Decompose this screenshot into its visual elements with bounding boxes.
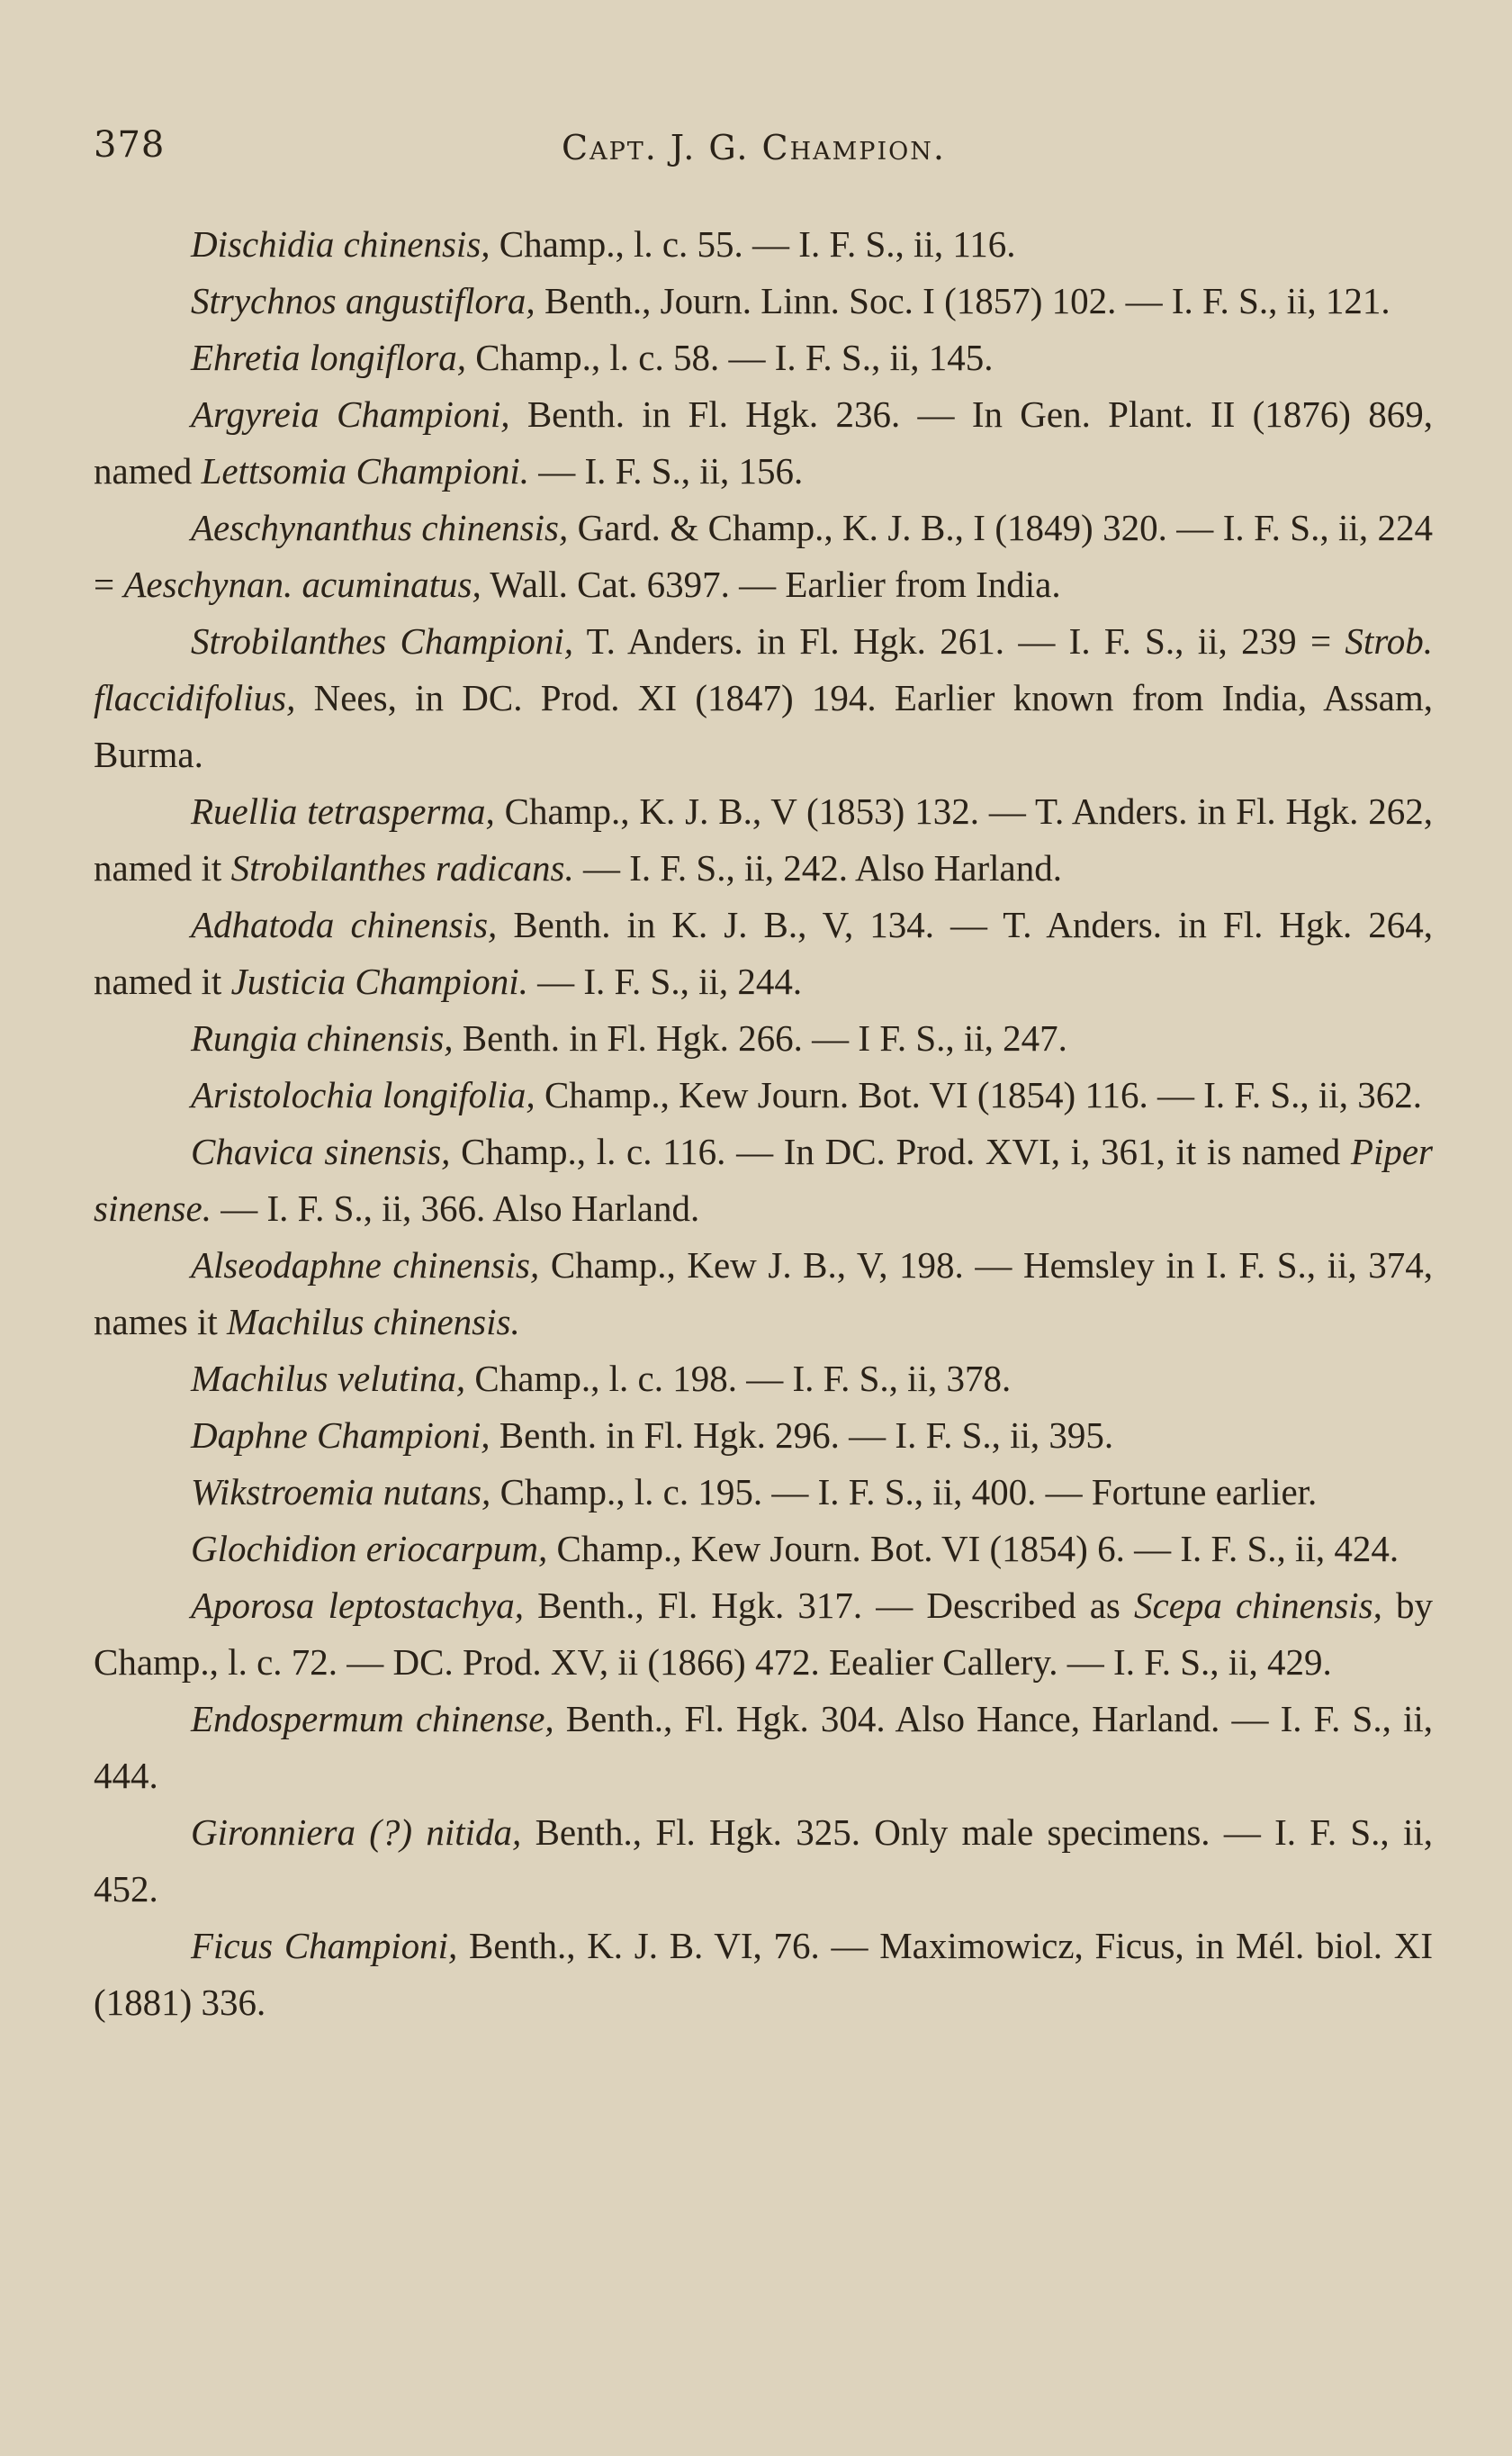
species-name: Adhatoda chinensis,	[191, 904, 498, 945]
species-name: Glochidion eriocarpum,	[191, 1528, 548, 1569]
species-citation: Benth., Fl. Hgk. 325. Only male specimens. — I. F. S., ii, 452.	[94, 1811, 1433, 1910]
species-citation: Benth., Fl. Hgk. 317. — Described as	[524, 1585, 1134, 1626]
species-citation: Champ., l. c. 198. — I. F. S., ii, 378.	[465, 1358, 1012, 1399]
species-entry	[94, 1237, 1433, 1350]
species-name: Aristolochia longifolia,	[191, 1074, 536, 1115]
species-entry	[94, 500, 1433, 613]
species-citation: Champ., K. J. B., V (1853) 132. — T. Anders. in Fl. Hgk. 262, named it	[94, 790, 1434, 889]
species-name: Wikstroemia nutans,	[191, 1471, 491, 1512]
species-entry	[94, 1577, 1433, 1691]
species-entry	[94, 1124, 1433, 1237]
species-name: Ficus Championi,	[191, 1925, 458, 1966]
species-citation-cont: — I. F. S., ii, 244.	[527, 961, 803, 1002]
species-name: Ehretia longiflora,	[191, 337, 466, 378]
species-name: Gironniera (?) nitida,	[191, 1811, 522, 1853]
synonym-name: Justicia Championi.	[230, 961, 528, 1002]
species-list	[94, 216, 1433, 2031]
species-citation: Champ., l. c. 55. — I. F. S., ii, 116.	[490, 223, 1016, 265]
species-citation: Champ., l. c. 195. — I. F. S., ii, 400. — Fortune earlier.	[490, 1471, 1318, 1512]
species-entry	[94, 1067, 1433, 1124]
species-name: Rungia chinensis,	[191, 1017, 454, 1059]
species-citation-cont: — I. F. S., ii, 156.	[529, 450, 804, 492]
species-citation-cont: — I. F. S., ii, 242. Also Harland.	[573, 847, 1062, 889]
species-entry	[94, 1521, 1433, 1577]
species-name: Daphne Championi,	[191, 1414, 490, 1456]
species-entry	[94, 216, 1433, 273]
species-entry	[94, 1010, 1433, 1067]
species-name: Dischidia chinensis,	[191, 223, 490, 265]
species-citation-cont: — I. F. S., ii, 366. Also Harland.	[211, 1187, 700, 1229]
species-citation: Champ., Kew Journ. Bot. VI (1854) 6. — I. F. S., ii, 424.	[547, 1528, 1400, 1569]
species-name: Argyreia Championi,	[191, 393, 510, 435]
species-name: Ruellia tetrasperma,	[191, 790, 495, 832]
species-entry	[94, 613, 1433, 783]
species-entry	[94, 1464, 1433, 1521]
species-citation: Benth., Journ. Linn. Soc. I (1857) 102. — I. F. S., ii, 121.	[535, 280, 1390, 321]
species-entry	[94, 783, 1433, 897]
species-citation: Gard. & Champ., K. J. B., I (1849) 320. — I. F. S., ii, 224 =	[94, 507, 1434, 605]
synonym-name: Piper sinense.	[94, 1131, 1433, 1229]
species-entry	[94, 1918, 1433, 2031]
species-name: Aeschynanthus chinensis,	[191, 507, 569, 548]
species-citation-cont: Nees, in DC. Prod. XI (1847) 194. Earlier known from India, Assam, Burma.	[94, 677, 1433, 775]
species-citation: Benth. in Fl. Hgk. 236. — In Gen. Plant. II (1876) 869, named	[94, 393, 1434, 492]
species-entry	[94, 897, 1433, 1010]
species-citation-cont: by Champ., l. c. 72. — DC. Prod. XV, ii (1866) 472. Eealier Callery. — I. F. S., ii, 429.	[94, 1585, 1434, 1683]
species-entry	[94, 1350, 1433, 1407]
species-citation: Champ., l. c. 116. — In DC. Prod. XVI, i, 361, it is named	[450, 1131, 1351, 1172]
synonym-name: Machilus chinensis.	[227, 1301, 520, 1342]
species-name: Strobilanthes Championi,	[191, 620, 573, 662]
synonym-name: Scepa chinensis,	[1134, 1585, 1382, 1626]
species-name: Endospermum chinense,	[191, 1698, 554, 1739]
species-entry	[94, 386, 1433, 500]
species-entry	[94, 330, 1433, 386]
species-name: Machilus velutina,	[191, 1358, 466, 1399]
species-citation: Benth., Fl. Hgk. 304. Also Hance, Harland. — I. F. S., ii, 444.	[94, 1698, 1433, 1796]
running-title: Capt. J. G. Champion.	[562, 128, 946, 167]
species-name: Alseodaphne chinensis,	[191, 1244, 540, 1286]
species-citation: Champ., Kew J. B., V, 198. — Hemsley in I. F. S., ii, 374, names it	[94, 1244, 1433, 1342]
species-citation: Champ., Kew Journ. Bot. VI (1854) 116. — I. F. S., ii, 362.	[535, 1074, 1422, 1115]
species-citation-cont: Wall. Cat. 6397. — Earlier from India.	[481, 564, 1061, 605]
synonym-name: Strob. flaccidifolius,	[94, 620, 1433, 718]
species-name: Strychnos angustiflora,	[191, 280, 536, 321]
species-name: Aporosa leptostachya,	[191, 1585, 525, 1626]
species-name: Chavica sinensis,	[191, 1131, 451, 1172]
species-citation: Benth., K. J. B. VI, 76. — Maximowicz, Ficus, in Mél. biol. XI (1881) 336.	[94, 1925, 1434, 2023]
species-citation: T. Anders. in Fl. Hgk. 261. — I. F. S., ii, 239 =	[573, 620, 1346, 662]
species-citation: Champ., l. c. 58. — I. F. S., ii, 145.	[465, 337, 994, 378]
species-citation: Benth. in Fl. Hgk. 296. — I. F. S., ii, 395.	[490, 1414, 1114, 1456]
species-citation: Benth. in Fl. Hgk. 266. — I F. S., ii, 247.	[453, 1017, 1067, 1059]
synonym-name: Aeschynan. acuminatus,	[123, 564, 482, 605]
species-entry	[94, 1804, 1433, 1918]
synonym-name: Lettsomia Championi.	[201, 450, 530, 492]
species-entry	[94, 273, 1433, 330]
page-number: 378	[94, 124, 166, 166]
synonym-name: Strobilanthes radicans.	[230, 847, 574, 889]
species-entry	[94, 1691, 1433, 1804]
page-header	[94, 124, 1433, 178]
species-entry	[94, 1407, 1433, 1464]
species-citation: Benth. in K. J. B., V, 134. — T. Anders. in Fl. Hgk. 264, named it	[94, 904, 1433, 1002]
